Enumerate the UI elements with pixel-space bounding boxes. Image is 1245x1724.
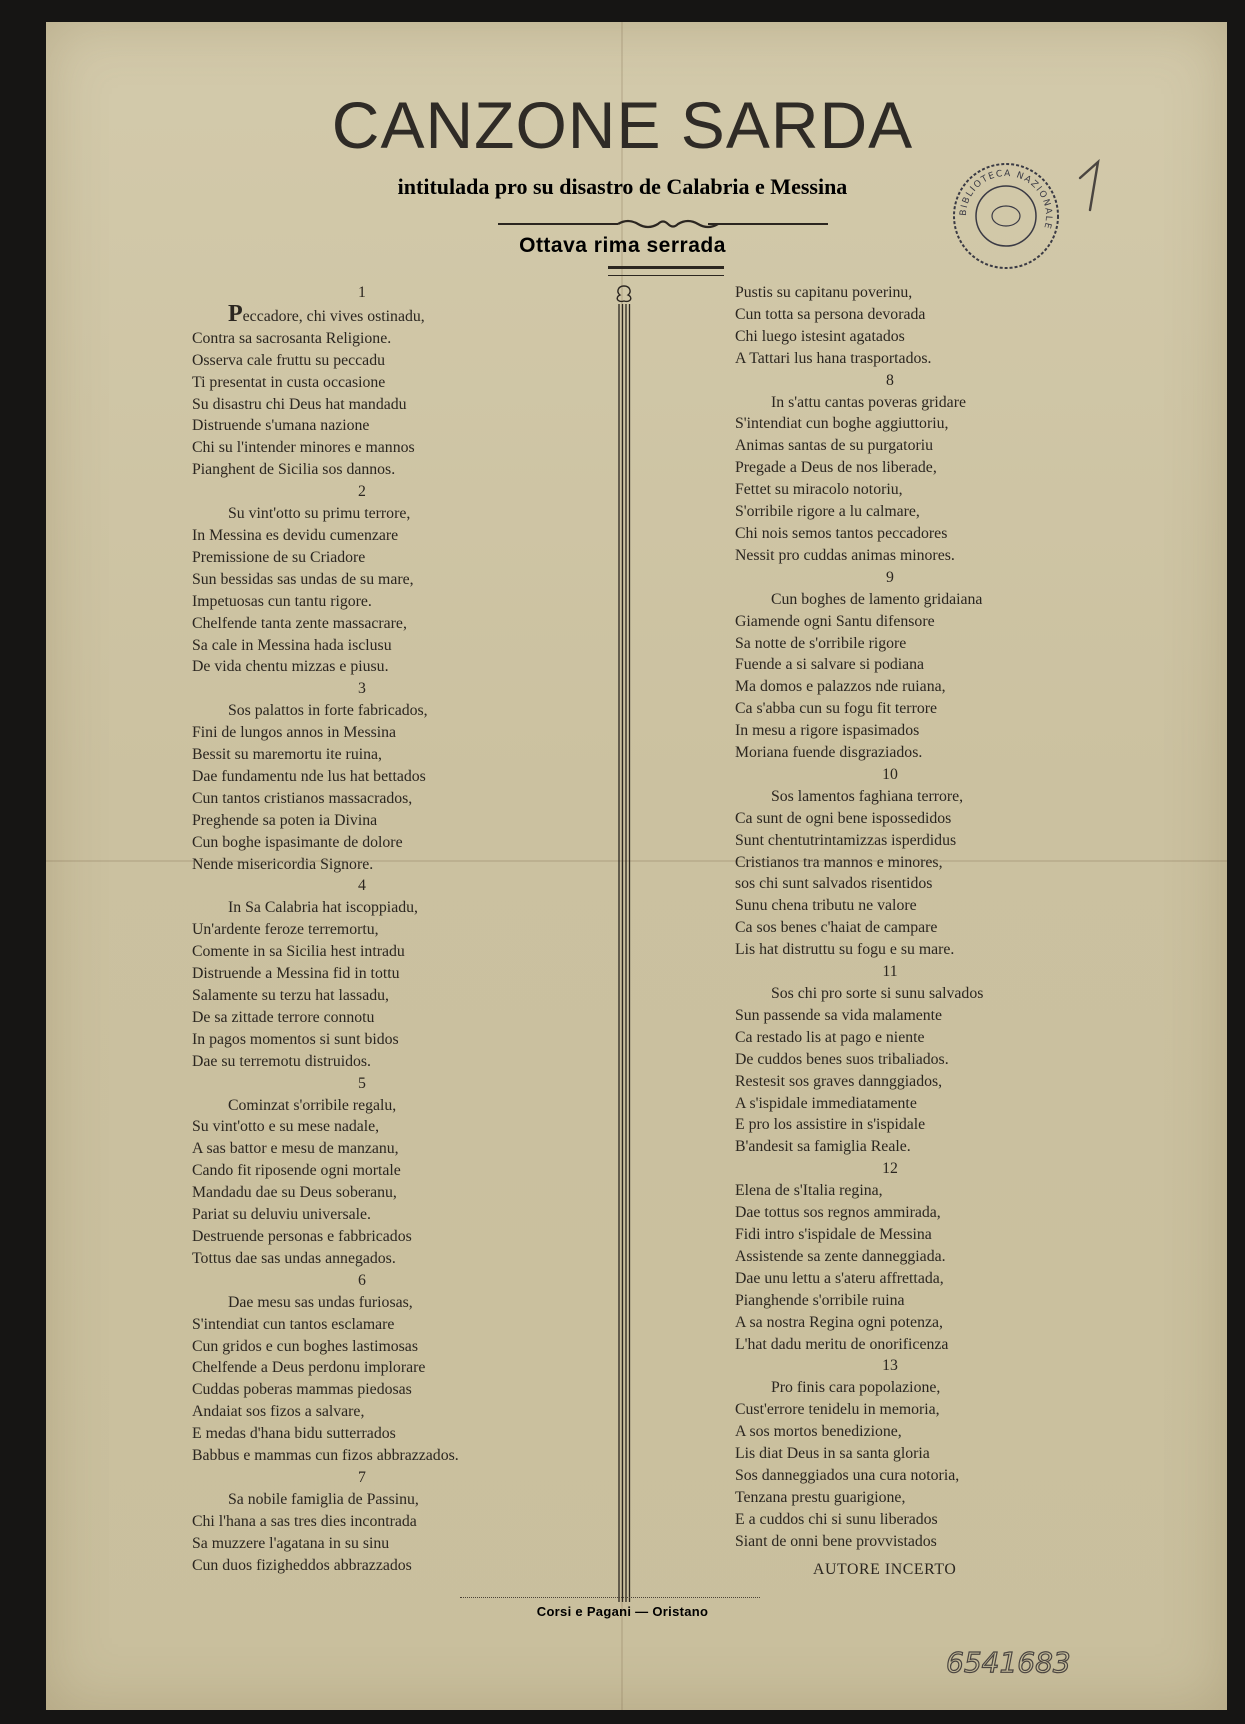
verse-line: Sos lamentos faghiana terrore, [771, 787, 964, 805]
verse-line: Su vint'otto e su mese nadale, [192, 1118, 380, 1136]
verse-line: E pro los assistire in s'ispidale [735, 1116, 926, 1134]
verse-line: A s'ispidale immediatamente [735, 1094, 917, 1112]
right-column [735, 282, 1115, 1580]
verse-line: Distruende s'umana nazione [192, 417, 370, 435]
stanza-number: 2 [358, 483, 366, 501]
verse-line: Siant de onni bene provvistados [735, 1532, 937, 1550]
verse-line: S'intendiat cun boghe aggiuttoriu, [735, 415, 949, 433]
verse-line: Giamende ogni Santu difensore [735, 612, 935, 630]
verse-line: A sas battor e mesu de manzanu, [192, 1140, 399, 1158]
verse-line: Ca sos benes c'haiat de campare [735, 919, 938, 937]
verse-line: Dae tottus sos regnos ammirada, [735, 1204, 941, 1222]
verse-line: De sa zittade terrore connotu [192, 1008, 375, 1026]
verse-line: Cuddas poberas mammas piedosas [192, 1381, 412, 1399]
stanza-number: 6 [358, 1271, 366, 1289]
verse-line: In Messina es devidu cumenzare [192, 526, 399, 544]
verse-line: Bessit su maremortu ite ruina, [192, 746, 382, 764]
footer-rule [460, 1597, 760, 1598]
verse-line: Moriana fuende disgraziados. [735, 744, 923, 762]
verse-line: Dae mesu sas undas furiosas, [228, 1293, 413, 1311]
shelfmark-text: 6541683 [946, 1646, 1071, 1679]
verse-line: Pregade a Deus de nos liberade, [735, 459, 937, 477]
verse-line: Contra sa sacrosanta Religione. [192, 329, 392, 347]
verse-line: Sunu chena tributu ne valore [735, 897, 917, 915]
verse-line: Ti presentat in custa occasione [192, 373, 386, 391]
verse-line: Lis hat distruttu su fogu e su mare. [735, 941, 955, 959]
verse-line: E a cuddos chi si sunu liberados [735, 1510, 938, 1528]
verse-line: Fidi intro s'ispidale de Messina [735, 1225, 932, 1243]
library-stamp-icon [948, 158, 1064, 274]
stanza-number: 9 [886, 568, 894, 586]
verse-line: De vida chentu mizzas e piusu. [192, 658, 389, 676]
verse-line: sos chi sunt salvados risentidos [735, 875, 933, 893]
left-column [192, 282, 572, 1576]
verse-line: Sos palattos in forte fabricados, [228, 702, 428, 720]
page-subtitle: intitulada pro su disastro de Calabria e Messina [397, 174, 848, 199]
verse-line: Premissione de su Criadore [192, 548, 366, 566]
verse-line: Assistende sa zente danneggiada. [735, 1247, 946, 1265]
svg-text:BIBLIOTECA NAZIONALE [959, 169, 1053, 231]
stanza-number: 12 [882, 1160, 898, 1178]
verse-line: Osserva cale fruttu su peccadu [192, 351, 385, 369]
stanza-number: 4 [358, 877, 366, 895]
verse-line: Ca s'abba cun su fogu fit terrore [735, 700, 937, 718]
verse-line: Cust'errore tenidelu in memoria, [735, 1401, 940, 1419]
verse-line: Dae fundamentu nde lus hat bettados [192, 767, 426, 785]
verse-line: Impetuosas cun tantu rigore. [192, 592, 372, 610]
verse-line: In mesu a rigore ispasimados [735, 722, 920, 740]
meter-subheading: Ottava rima serrada [519, 234, 726, 257]
verse-line: Mandadu dae su Deus soberanu, [192, 1184, 397, 1202]
verse-line: Nende misericordia Signore. [192, 855, 374, 873]
author-signature: AUTORE INCERTO [813, 1560, 957, 1578]
verse-line: Pianghent de Sicilia sos dannos. [192, 461, 396, 479]
stanza-number: 5 [358, 1074, 366, 1092]
verse-line: Fuende a si salvare si podiana [735, 656, 925, 674]
verse-line: Cun boghes de lamento gridaiana [771, 590, 983, 608]
meter-underline [608, 266, 724, 276]
verse-line: Destruende personas e fabbricados [192, 1227, 412, 1245]
verse-line: Pro finis cara popolazione, [771, 1379, 941, 1397]
stanza-number: 8 [886, 371, 894, 389]
verse-line: Sa muzzere l'agatana in su sinu [192, 1534, 390, 1552]
verse-line: Sunt chentutrintamizzas isperdidus [735, 831, 957, 849]
verse-line: Comente in sa Sicilia hest intradu [192, 943, 405, 961]
verse-line: Chelfende a Deus perdonu implorare [192, 1359, 426, 1377]
verse-line: De cuddos benes suos tribaliados. [735, 1050, 949, 1068]
verse-line: Chi su l'intender minores e mannos [192, 439, 415, 457]
shelfmark-handwritten-icon [942, 1640, 1102, 1684]
column-divider [612, 284, 636, 1604]
verse-line: Sun passende sa vida malamente [735, 1006, 943, 1024]
drop-cap: P [228, 300, 243, 327]
verse-line: A Tattari lus hana trasportados. [735, 349, 932, 367]
verse-line: Chi nois semos tantos peccadores [735, 524, 948, 542]
stanza-number: 11 [882, 963, 898, 981]
verse-line: Salamente su terzu hat lassadu, [192, 987, 389, 1004]
verse-line: A sa nostra Regina ogni potenza, [735, 1313, 943, 1331]
stanza-number: 7 [358, 1468, 366, 1486]
verse-line: Cun boghe ispasimante de dolore [192, 833, 403, 851]
stamp-text: BIBLIOTECA NAZIONALE [958, 168, 1054, 231]
verse-line: Ma domos e palazzos nde ruiana, [735, 678, 946, 696]
verse-line: Elena de s'Italia regina, [735, 1182, 883, 1200]
verse-line: In Sa Calabria hat iscoppiadu, [228, 899, 418, 917]
verse-line: In s'attu cantas poveras gridare [771, 393, 966, 411]
verse-line: Sun bessidas sas undas de su mare, [192, 570, 414, 588]
stanza-number: 13 [882, 1357, 898, 1375]
verse-line: Animas santas de su purgatoriu [735, 437, 934, 455]
verse-line: Cando fit riposende ogni mortale [192, 1162, 401, 1180]
verse-line: Ca sunt de ogni bene ispossedidos [735, 809, 952, 827]
verse-line: Fettet su miracolo notoriu, [735, 481, 903, 499]
verse-line: Dae su terremotu distruidos. [192, 1052, 371, 1070]
verse-line: Cun totta sa persona devorada [735, 305, 926, 323]
verse-line: Cun tantos cristianos massacrados, [192, 789, 413, 807]
verse-line: Su vint'otto su primu terrore, [228, 505, 411, 523]
verse-line: Lis diat Deus in sa santa gloria [735, 1445, 930, 1463]
verse-line: Chi l'hana a sas tres dies incontrada [192, 1512, 417, 1530]
verse-line: Cristianos tra mannos e minores, [735, 853, 943, 871]
verse-line: Su disastru chi Deus hat mandadu [192, 395, 407, 413]
verse-line: Pariat su deluviu universale. [192, 1206, 371, 1224]
verse-line: Distruende a Messina fid in tottu [192, 965, 400, 983]
verse-line: In pagos momentos si sunt bidos [192, 1030, 399, 1048]
verse-line: Preghende sa poten ia Divina [192, 811, 378, 829]
verse-line: B'andesit sa famiglia Reale. [735, 1138, 911, 1156]
pencil-number-icon [1072, 156, 1112, 216]
verse-line: A sos mortos benedizione, [735, 1423, 902, 1441]
printer-imprint: Corsi e Pagani — Oristano [536, 1604, 709, 1619]
verse-line: S'orribile rigore a lu calmare, [735, 503, 920, 521]
verse-line-text: eccadore, chi vives ostinadu, [242, 307, 425, 325]
page-title: CANZONE SARDA [331, 88, 914, 162]
verse-line: Un'ardente feroze terremortu, [192, 921, 379, 939]
stanza-number: 1 [358, 284, 366, 301]
verse-line: Tenzana prestu guarigione, [735, 1488, 906, 1506]
verse-line: Chi luego istesint agatados [735, 327, 905, 345]
verse-line: Cun duos fizigheddos abbrazzados [192, 1556, 412, 1574]
verse-line: Babbus e mammas cun fizos abbrazzados. [192, 1447, 459, 1465]
verse-line: Pustis su capitanu poverinu, [735, 284, 913, 301]
verse-line: E medas d'hana bidu sutterrados [192, 1425, 396, 1443]
verse-line: Pianghende s'orribile ruina [735, 1291, 905, 1309]
stanza-number: 3 [358, 680, 366, 698]
verse-line: Andaiat sos fizos a salvare, [192, 1403, 365, 1421]
ornament-rule [498, 218, 828, 230]
verse-line: Fini de lungos annos in Messina [192, 724, 397, 742]
verse-line: Chelfende tanta zente massacrare, [192, 614, 407, 632]
verse-line: L'hat dadu meritu de onorificenza [735, 1335, 949, 1353]
verse-line: Dae unu lettu a s'ateru affrettada, [735, 1269, 944, 1287]
verse-line: Sa notte de s'orribile rigore [735, 634, 907, 652]
verse-line: Cominzat s'orribile regalu, [228, 1096, 397, 1114]
verse-line: S'intendiat cun tantos esclamare [192, 1315, 395, 1333]
verse-line: Sos danneggiados una cura notoria, [735, 1466, 960, 1484]
verse-line: Nessit pro cuddas animas minores. [735, 546, 955, 564]
verse-line: Sa cale in Messina hada isclusu [192, 636, 392, 654]
verse-line: Sos chi pro sorte si sunu salvados [771, 985, 984, 1002]
verse-line: Tottus dae sas undas annegados. [192, 1249, 396, 1267]
verse-line: Sa nobile famiglia de Passinu, [228, 1490, 419, 1508]
verse-line [192, 300, 572, 328]
verse-line: Restesit sos graves dannggiados, [735, 1072, 943, 1090]
verse-line: Ca restado lis at pago e niente [735, 1028, 925, 1046]
stanza-number: 10 [882, 765, 898, 783]
verse-line: Cun gridos e cun boghes lastimosas [192, 1337, 418, 1355]
